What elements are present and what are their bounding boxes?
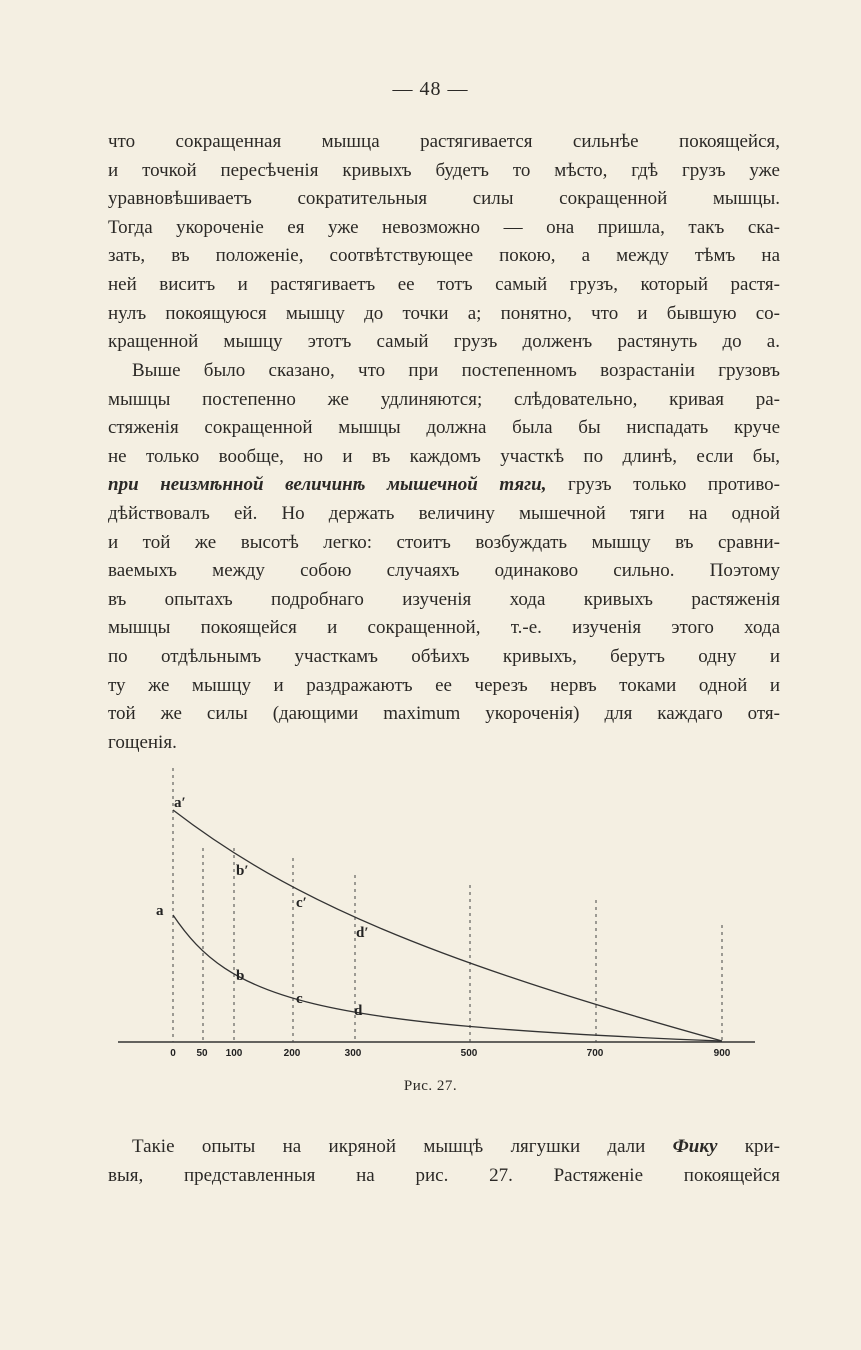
point-label: c: [296, 991, 303, 1007]
text-line: по отдѣльнымъ участкамъ обѣихъ кривыхъ, берутъ одну и: [108, 645, 780, 667]
text-line: не только вообще, но и въ каждомъ участкѣ по длинѣ, если бы,: [108, 445, 780, 467]
point-label: b′: [236, 863, 249, 879]
paragraph-3: [108, 1133, 780, 1190]
text-line: мышцы постепенно же удлиняются; слѣдовательно, кривая ра-: [108, 388, 780, 410]
text-line: въ опытахъ подробнаго изученія хода кривыхъ растяженія: [108, 588, 780, 610]
text-line: [108, 471, 780, 500]
point-label: c′: [296, 895, 307, 911]
text-fragment: грузъ только противо-: [546, 474, 780, 496]
figure-27: [110, 760, 760, 1070]
text-line: стяженія сокращенной мышцы должна была бы ниспадать круче: [108, 417, 780, 439]
emphasized-name: Фику: [672, 1136, 718, 1157]
figure-caption: Рис. 27.: [403, 1078, 458, 1094]
point-label: a′: [174, 795, 186, 811]
point-label: a: [156, 903, 164, 919]
text-line: дѣйствовалъ ей. Но держать величину мышечной тяги на одной: [108, 502, 780, 524]
text-line: ваемыхъ между собою случаяхъ одинаково сильно. Поэтому: [108, 560, 780, 582]
x-tick-label: 200: [283, 1048, 301, 1059]
x-tick-label: 900: [713, 1048, 731, 1059]
page-number: — 48 —: [392, 78, 469, 100]
emphasized-phrase: при неизмѣнной величинѣ мышечной тяги,: [108, 474, 547, 496]
curves-diagram: [110, 760, 760, 1070]
text-line: мышцы покоящейся и сокращенной, т.-е. изученія этого хода: [108, 617, 780, 639]
text-line: что сокращенная мышца растягивается сильнѣе покоящейся,: [108, 131, 780, 152]
text-fragment: Такіе опыты на икряной мышцѣ лягушки дали: [132, 1136, 673, 1157]
contracted-muscle-curve: [173, 810, 722, 1041]
text-line: уравновѣшиваетъ сократительныя силы сокращенной мышцы.: [108, 188, 780, 210]
x-tick-label: 500: [460, 1048, 478, 1059]
text-line: и точкой пересѣченія кривыхъ будетъ то мѣсто, гдѣ грузъ уже: [108, 159, 780, 181]
x-tick-label: 100: [225, 1048, 243, 1059]
paragraph-1: [108, 128, 780, 357]
paragraph-2: [108, 357, 780, 757]
text-line: Выше было сказано, что при постепенномъ возрастаніи грузовъ: [132, 360, 780, 381]
x-tick-label: 700: [586, 1048, 604, 1059]
text-line: ней виситъ и растягиваетъ ее тотъ самый грузъ, который растя-: [108, 273, 780, 295]
point-label: d′: [356, 925, 369, 941]
text-line: кращенной мышцу этотъ самый грузъ долженъ растянуть до a.: [108, 331, 780, 353]
x-tick-label: 300: [344, 1048, 362, 1059]
text-line: нулъ покоящуюся мышцу до точки a; понятно, что и бывшую со-: [108, 302, 780, 324]
text-line: ту же мышцу и раздражаютъ ее черезъ нервъ токами одной и: [108, 674, 780, 696]
resting-muscle-curve: [173, 915, 722, 1041]
x-tick-label: 50: [196, 1048, 208, 1059]
text-line: той же силы (дающими maximum укороченія) для каждаго отя-: [108, 703, 780, 725]
point-label: b: [236, 968, 245, 984]
text-line: и той же высотѣ легко: стоитъ возбуждать мышцу въ сравни-: [108, 531, 780, 553]
text-line: Тогда укороченіе ея уже невозможно — она пришла, такъ ска-: [108, 216, 780, 238]
text-fragment: кри-: [717, 1136, 780, 1157]
x-tick-label: 0: [170, 1048, 176, 1059]
text-line: зать, въ положеніе, соотвѣтствующее покою, а между тѣмъ на: [108, 245, 780, 267]
text-line: выя, представленныя на рис. 27. Растяженіе покоящейся: [108, 1164, 780, 1186]
point-label: d: [354, 1003, 363, 1019]
text-line: [108, 1133, 780, 1162]
text-line: гощенія.: [108, 731, 177, 753]
